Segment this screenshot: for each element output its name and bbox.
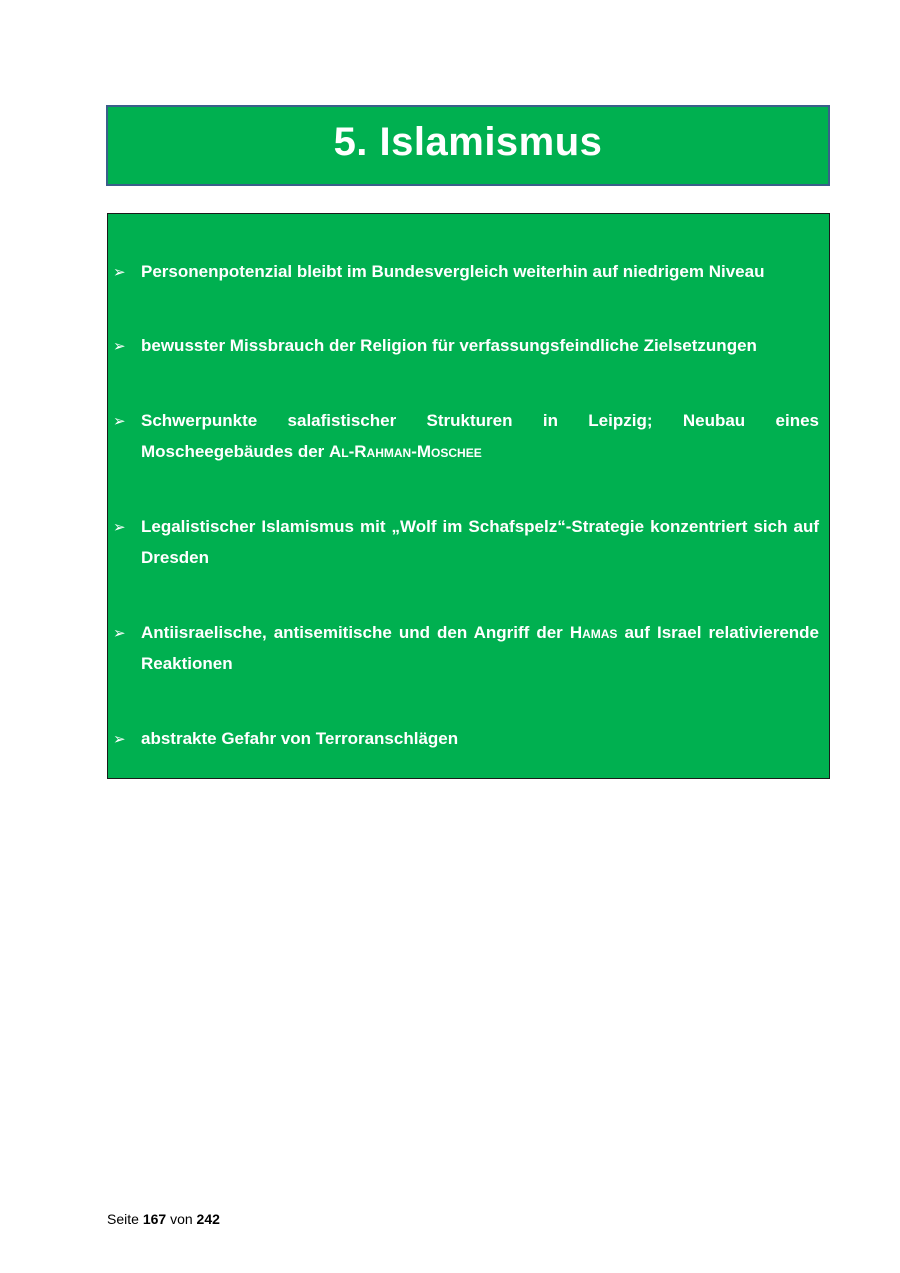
mosque-name: Al-Rahman-Moschee — [329, 442, 482, 461]
arrow-bullet-icon: ➢ — [113, 412, 126, 430]
bullet-text — [141, 405, 819, 467]
bullet-text: Legalistischer Islamismus mit „Wolf im Schafspelz“-Strategie konzentriert sich auf Dresden — [141, 517, 819, 567]
summary-box — [107, 213, 830, 779]
arrow-bullet-icon: ➢ — [113, 337, 126, 355]
arrow-bullet-icon: ➢ — [113, 730, 126, 748]
current-page-number: 167 — [142, 1211, 167, 1227]
total-page-count: 242 — [196, 1211, 220, 1227]
chapter-title: 5. Islamismus — [333, 120, 603, 164]
bullet-text: Personenpotenzial bleibt im Bundesvergleich weiterhin auf niedrigem Niveau — [141, 262, 765, 281]
footer-prefix: Seite — [107, 1211, 139, 1227]
page-footer — [107, 1211, 220, 1227]
bullet-text — [141, 617, 819, 679]
bullet-text: abstrakte Gefahr von Terroranschlägen — [141, 729, 459, 748]
chapter-title-box — [106, 105, 830, 186]
footer-middle: von — [170, 1211, 193, 1227]
organization-name: Hamas — [569, 623, 618, 642]
arrow-bullet-icon: ➢ — [113, 263, 126, 281]
arrow-bullet-icon: ➢ — [113, 624, 126, 642]
bullet-text-part: Schwerpunkte salafistischer Strukturen in Leipzig; Neubau eines Moscheegebäudes der — [141, 411, 819, 461]
arrow-bullet-icon: ➢ — [113, 518, 126, 536]
bullet-text: bewusster Missbrauch der Religion für verfassungsfeindliche Zielsetzungen — [141, 336, 757, 355]
bullet-text-part: Antiisraelische, antisemitische und den Angriff der — [141, 623, 570, 642]
bullet-text-part: auf Israel relativierende Reaktionen — [141, 623, 819, 673]
